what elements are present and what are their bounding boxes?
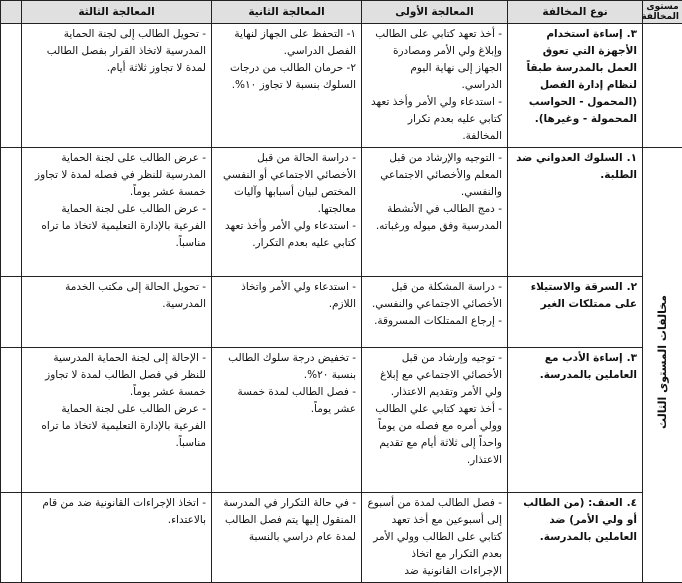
- table-row: [1, 277, 682, 348]
- header-type: نوع المخالفة: [508, 1, 643, 24]
- treatment-line: - أخذ تعهد كتابي على الطالب وإبلاغ ولي الأمر ومصادرة الجهاز إلى نهاية اليوم الدراسي.: [367, 26, 502, 94]
- treatment-line: - دمج الطالب في الأنشطة المدرسية وفق ميوله ورغباته.: [367, 201, 502, 235]
- row-number: ٣.: [627, 28, 637, 40]
- type-cell: [508, 348, 643, 493]
- third-treatment-cell: [22, 493, 212, 583]
- first-treatment-cell: [362, 24, 508, 148]
- first-treatment-cell: [362, 348, 508, 493]
- header-blank: [1, 1, 22, 24]
- treatment-line: - عرض الطالب على لجنة الحماية الفرعية بالإدارة التعليمية لاتخاذ ما تراه مناسباً.: [27, 401, 206, 452]
- first-treatment-cell: [362, 148, 508, 277]
- treatment-line: - التوجيه والإرشاد من قبل المعلم والأخصائي الاجتماعي والنفسي.: [367, 150, 502, 201]
- row-number: ١.: [627, 152, 637, 164]
- violation-type: العنف: (من الطالب أو ولي الأمر) ضد العاملين بالمدرسة.: [523, 497, 637, 543]
- treatment-line: - دراسة الحالة من قبل الأخصائي الاجتماعي أو النفسي المختص لبيان أسبابها وآليات معالجتها.: [217, 150, 356, 218]
- treatment-line: - استدعاء ولي الأمر وأخذ تعهد كتابي عليه بعدم التكرار.: [217, 218, 356, 252]
- second-treatment-cell: [212, 493, 362, 583]
- table-row: [1, 348, 682, 493]
- treatment-line: - عرض الطالب على لجنة الحماية المدرسية للنظر في فصله لمدة لا تجاوز خمسة عشر يوماً.: [27, 150, 206, 201]
- treatment-line: - فصل الطالب لمدة من أسبوع إلى أسبوعين مع أخذ تعهد كتابي على الطالب وولي الأمر بعدم التكرار مع اتخاذ الإجراءات القانونية ضد: [367, 495, 502, 580]
- third-treatment-cell: [22, 148, 212, 277]
- first-treatment-cell: [362, 493, 508, 583]
- treatment-line: ٢- حرمان الطالب من درجات السلوك بنسبة لا تجاوز ١٠%.: [217, 60, 356, 94]
- type-cell: [508, 277, 643, 348]
- row-number: ٤.: [627, 497, 637, 509]
- treatment-line: - إرجاع الممتلكات المسروقة.: [367, 313, 502, 330]
- blank-cell: [1, 348, 22, 493]
- third-treatment-cell: [22, 24, 212, 148]
- table-row: [1, 148, 682, 277]
- treatment-line: - استدعاء ولي الأمر وأخذ تعهد كتابي عليه بعدم تكرار المخالفة.: [367, 94, 502, 145]
- treatment-line: - توجيه وإرشاد من قبل الأخصائي الاجتماعي مع إبلاغ ولي الأمر وتقديم الاعتذار.: [367, 350, 502, 401]
- second-treatment-cell: [212, 24, 362, 148]
- treatment-line: - الإحالة إلى لجنة الحماية المدرسية للنظر في فصل الطالب لمدة لا تجاوز خمسة عشر يوماً.: [27, 350, 206, 401]
- treatment-line: - تحويل الحالة إلى مكتب الخدمة المدرسية.: [27, 279, 206, 313]
- header-third: المعالجة الثالثة: [22, 1, 212, 24]
- violation-type: السرقة والاستيلاء على ممتلكات الغير: [531, 281, 637, 310]
- treatment-line: - عرض الطالب على لجنة الحماية الفرعية بالإدارة التعليمية لاتخاذ ما تراه مناسباً.: [27, 201, 206, 252]
- violation-type: إساءة الأدب مع العاملين بالمدرسة.: [540, 352, 637, 381]
- blank-cell: [1, 493, 22, 583]
- header-first: المعالجة الأولى: [362, 1, 508, 24]
- type-cell: [508, 24, 643, 148]
- header-level: مستوى المخالفة: [643, 1, 682, 24]
- header-row: [1, 1, 682, 24]
- second-treatment-cell: [212, 148, 362, 277]
- third-treatment-cell: [22, 348, 212, 493]
- treatment-line: - اتخاذ الإجراءات القانونية ضد من قام بالاعتداء.: [27, 495, 206, 529]
- second-treatment-cell: [212, 277, 362, 348]
- second-treatment-cell: [212, 348, 362, 493]
- blank-cell: [1, 277, 22, 348]
- treatment-line: - تحويل الطالب إلى لجنة الحماية المدرسية لاتخاذ القرار بفصل الطالب لمدة لا تجاوز ثلاثة أيام.: [27, 26, 206, 77]
- table-row: [1, 493, 682, 583]
- header-second: المعالجة الثانية: [212, 1, 362, 24]
- violation-type: إساءة استخدام الأجهزة التي تعوق العمل بالمدرسة طبقاً لنظام إدارة الفصل (المحمول - الحواسب المحمولة - وغيرها).: [526, 28, 637, 125]
- level-label: مخالفات المستوى الثالث: [654, 295, 672, 429]
- violation-type: السلوك العدواني ضد الطلبة.: [516, 152, 637, 181]
- table-row: [1, 24, 682, 148]
- treatment-line: - تخفيض درجة سلوك الطالب بنسبة ٢٠%.: [217, 350, 356, 384]
- treatment-line: - في حالة التكرار في المدرسة المنقول إليها يتم فصل الطالب لمدة عام دراسي بالنسبة: [217, 495, 356, 546]
- level-cell-empty: [643, 24, 682, 148]
- treatment-line: ١- التحفظ على الجهاز لنهاية الفصل الدراسي.: [217, 26, 356, 60]
- level-cell: [643, 148, 682, 583]
- first-treatment-cell: [362, 277, 508, 348]
- blank-cell: [1, 148, 22, 277]
- type-cell: [508, 493, 643, 583]
- third-treatment-cell: [22, 277, 212, 348]
- treatment-line: - فصل الطالب لمدة خمسة عشر يوماً.: [217, 384, 356, 418]
- treatment-line: - دراسة المشكلة من قبل الأخصائي الاجتماعي والنفسي.: [367, 279, 502, 313]
- type-cell: [508, 148, 643, 277]
- row-number: ٢.: [627, 281, 637, 293]
- row-number: ٣.: [627, 352, 637, 364]
- blank-cell: [1, 24, 22, 148]
- treatment-line: - أخذ تعهد كتابي علي الطالب وولي أمره مع فصله من يوماً واحداً إلى ثلاثة أيام مع تقديم الاعتذار.: [367, 401, 502, 469]
- treatment-line: - استدعاء ولي الأمر واتخاذ اللازم.: [217, 279, 356, 313]
